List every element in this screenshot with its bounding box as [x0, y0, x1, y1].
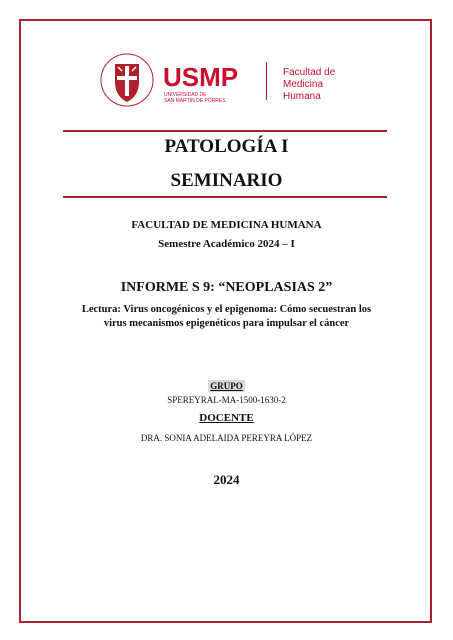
- faculty-name: FACULTAD DE MEDICINA HUMANA: [131, 219, 322, 231]
- top-rule: [63, 130, 387, 132]
- group-label: GRUPO: [210, 381, 243, 391]
- brand-text: USMP: [163, 62, 239, 92]
- teacher-label: DOCENTE: [199, 412, 254, 424]
- report-title: INFORME S 9: “NEOPLASIAS 2”: [120, 280, 333, 295]
- university-seal-icon: [101, 54, 153, 106]
- bottom-rule: [63, 196, 387, 198]
- usmp-logo: [99, 52, 359, 108]
- teacher-name: DRA. SONIA ADELAIDA PEREYRA LÓPEZ: [140, 433, 313, 443]
- faculty-logo-line-1: Facultad de: [283, 67, 336, 78]
- group-code: SPEREYRAL-MA-1500-1630-2: [167, 395, 286, 405]
- course-title: PATOLOGÍA I: [164, 136, 289, 157]
- reading-line-1: Lectura: Virus oncogénicos y el epigenoma: Cómo secuestran los: [81, 304, 372, 315]
- university-line-1: UNIVERSIDAD DE: [164, 92, 207, 98]
- year: 2024: [213, 472, 240, 487]
- faculty-logo-line-2: Medicina: [283, 79, 324, 90]
- reading-line-2: virus mecanismos epigenéticos para impulsar el cáncer: [103, 318, 350, 329]
- course-subtitle: SEMINARIO: [170, 170, 283, 191]
- university-line-2: SAN MARTÍN DE PORRES: [164, 98, 226, 104]
- faculty-logo-line-3: Humana: [283, 91, 321, 102]
- semester: Semestre Académico 2024 – I: [158, 238, 295, 250]
